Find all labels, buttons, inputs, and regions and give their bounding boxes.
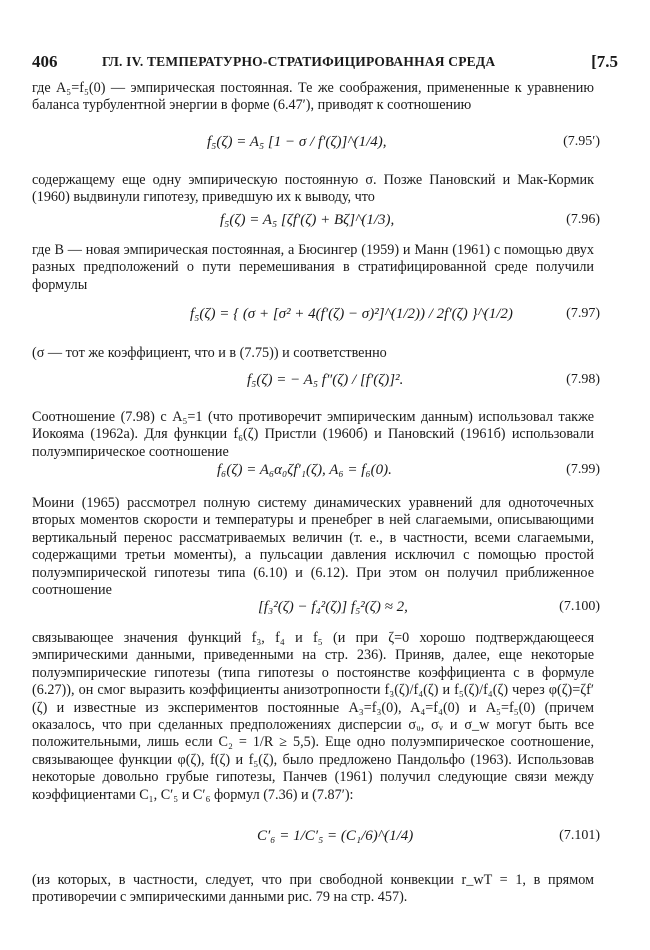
equation-number: (7.100): [559, 599, 600, 614]
paragraph-2: содержащему еще одну эмпирическую постоянную σ. Позже Пановский и Мак-Кормик (1960) выдвинули гипотезу, приведшую их к выводу, что: [32, 172, 594, 206]
paragraph-8: (из которых, в частности, следует, что при свободной конвекции r_wT = 1, в прямом противоречии с эмпирическими данными рис. 79 на стр. 457).: [32, 872, 594, 906]
equation-formula: C′₆ = 1/C′₅ = (C₁/6)^(1/4): [257, 828, 414, 844]
equation-number: (7.98): [566, 372, 600, 387]
paragraph-7: связывающее значения функций f₃, f₄ и f₅ (и при ζ=0 хорошо подтверждающееся эмпирическими данными, приведенными на стр. 236). Приняв, далее, еще некоторые полуэмпирические гипотезы (типа гипотезы о постоянстве коэффициента c в формуле (6.27)), он смог выразить коэффициенты анизотропности f₃(ζ)/f₄(ζ) и f₅(ζ)/f₄(ζ) через φ(ζ)=ζf′(ζ) и известные из экспериментов постоянные A₃=f₃(0), A₄=f₄(0) и A₅=f₅(0) (причем оказалось, что при сделанных предположениях дисперсии σᵤ, σᵥ и σ_w могут быть все положительными, лишь если C₂ = 1/R ≥ 5,5). Еще одно полуэмпирическое соотношение, связывающее функции φ(ζ), f(ζ) и f₅(ζ), было предложено Пандольфо (1963). Использовав некоторые довольно грубые гипотезы, Панчев (1961) получил следующие связи между коэффициентами C₁, C′₅ и C′₆ формул (7.36) и (7.87′):: [32, 630, 594, 803]
paragraph-1: где A₅=f₅(0) — эмпирическая постоянная. Те же соображения, примененные к уравнению баланса турбулентной энергии в форме (6.47′), приводят к соотношению: [32, 80, 594, 114]
running-header: [32, 52, 618, 72]
equation-number: (7.97): [566, 306, 600, 321]
equation-formula: f₅(ζ) = A₅ [ζf′(ζ) + Bζ]^(1/3),: [220, 212, 395, 228]
equation-formula: f₅(ζ) = { (σ + [σ² + 4(f′(ζ) − σ)²]^(1/2)) / 2f′(ζ) }^(1/2): [190, 306, 513, 322]
equation-number: (7.96): [566, 212, 600, 227]
equation-7-100: [32, 599, 600, 623]
equation-7-97: [32, 306, 600, 330]
equation-formula: [f₃²(ζ) − f₄²(ζ)] f₅²(ζ) ≈ 2,: [258, 599, 408, 615]
paragraph-6: Моини (1965) рассмотрел полную систему динамических уравнений для одноточечных вторых моментов скорости и температуры и пренебрег в ней слагаемыми, описывающими вертикальный перенос рассматриваемых величин (т. е., в частности, всеми слагаемыми, содержащими третьи моменты), а пульсации давления исключил с помощью простой полуэмпирической гипотезы типа (6.10) и (6.12). При этом он получил приближенное соотношение: [32, 495, 594, 599]
equation-number: (7.95′): [563, 134, 600, 149]
equation-7-101: [32, 828, 600, 852]
equation-formula: f₆(ζ) = A₆α₀ζf′₁(ζ), A₆ = f₆(0).: [217, 462, 392, 478]
page-number: 406: [32, 52, 58, 71]
paragraph-3: где B — новая эмпирическая постоянная, а Бюсингер (1959) и Манн (1961) с помощью двух разных предположений о пути перемешивания в стратифицированной среде получили формулы: [32, 242, 594, 293]
equation-formula: f₅(ζ) = A₅ [1 − σ / f′(ζ)]^(1/4),: [207, 134, 387, 150]
paragraph-4: (σ — тот же коэффициент, что и в (7.75)) и соответственно: [32, 345, 387, 361]
paragraph-5: Соотношение (7.98) с A₅=1 (что противоречит эмпирическим данным) использовал также Иокояма (1962а). Для функции f₆(ζ) Пристли (1960б) и Пановский (1961б) использовали полуэмпирическое соотношение: [32, 409, 594, 460]
equation-number: (7.99): [566, 462, 600, 477]
equation-7-99: [32, 462, 600, 486]
chapter-title: ГЛ. IV. ТЕМПЕРАТУРНО-СТРАТИФИЦИРОВАННАЯ СРЕДА: [102, 54, 496, 69]
equation-7-95-prime: [32, 134, 600, 158]
equation-formula: f₅(ζ) = − A₅ f″(ζ) / [f′(ζ)]².: [247, 372, 404, 388]
section-number: [7.5: [591, 52, 618, 71]
equation-number: (7.101): [559, 828, 600, 843]
equation-7-96: [32, 212, 600, 236]
equation-7-98: [32, 372, 600, 396]
